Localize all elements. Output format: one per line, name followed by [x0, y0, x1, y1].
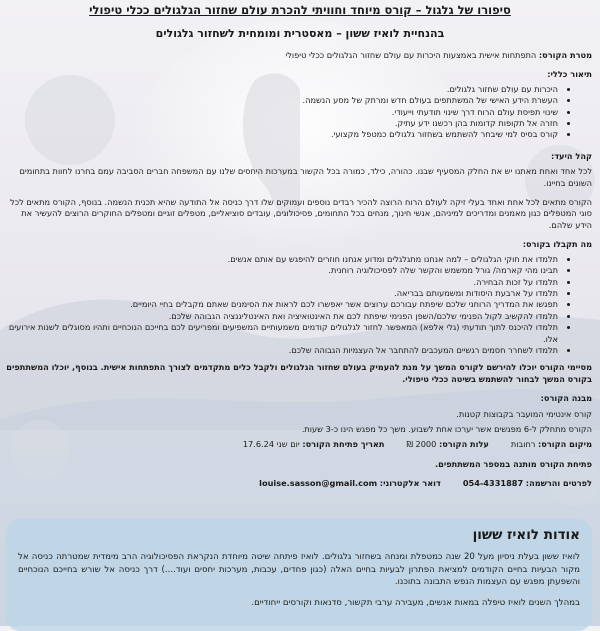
list-item: • תלמדו את חוקי הגלגולים – למה אנחנו מתגלגלים ומדוע אנחנו חוזרים להיפגש עם אותם אנשים. — [6, 254, 558, 265]
list-item: • תלמדו על ארבעת היסודות ומשמעותם בבריאה. — [6, 288, 558, 299]
list-item: • תלמדו להקשיב לקול הפנימי שלכם/השפן הפנימי שיפתח לכם את האינטואיציה ואת האינטליגנציה הגבוהה שלכם. — [6, 311, 558, 322]
email-detail — [259, 478, 441, 489]
about-heading: אודות לואיז ששון — [472, 527, 580, 543]
cost-detail — [406, 439, 488, 450]
outcomes-heading: מה תקבלו בקורס: — [522, 239, 592, 250]
list-item: • תלמדו לשחרר חסמים רגשיים המעכבים להתחבר אל העצמיות הגבוהה שלכם. — [6, 345, 558, 356]
list-item: • חזרה אל תקופות קדומות בהן רכשנו ידע עתיק. — [6, 118, 558, 129]
structure-heading: מבנה הקורס: — [540, 393, 592, 404]
course-goal-label: מטרת הקורס: — [538, 50, 592, 60]
description-heading: תיאור כללי: — [547, 69, 592, 80]
list-item: • תבינו מהי קארמה/ גורל ממשמש והקשר שלה לפסיכולוגיה רוחנית. — [6, 265, 558, 276]
about-panel — [6, 519, 592, 631]
description-list — [6, 84, 592, 141]
structure-line: הקורס מתחלק ל-6 מפגשים אשר יערכו אחת לשבוע. משך כל מפגש הינו כ-3 שעות. — [301, 423, 592, 434]
page-title: סיפורו של גלגול – קורס מיוחד וחוויתי להכרת עולם שחזור הגלגולים ככלי טיפולי — [89, 3, 511, 17]
contact-label: לפרטים והרשמה: — [525, 478, 592, 489]
email-link[interactable]: louise.sasson@gmail.com — [259, 478, 378, 489]
location-detail — [511, 439, 592, 450]
location-label: מיקום הקורס: — [538, 439, 592, 450]
cost-label: עלות הקורס: — [438, 439, 489, 450]
course-details — [6, 439, 592, 450]
list-item: • תפגשו את המדריך הרוחני שלכם שיפתח עבורכם ערוצים אשר יאפשרו לכם לראות את הסימנים שאתם מקבלים בחיי היומיים. — [6, 299, 558, 310]
course-content — [6, 50, 592, 490]
course-goal — [6, 50, 592, 61]
audience-paragraph: הקורס מתאים לכל אחת ואחד בעלי זיקה לעולם הרוח הרוצה להכיר רבדים נוספים ועמוקים שלו דרך כניסה אל התודעה שהיא תכנית הנשמה. בנוסף, הקורס מתאים לכל סוגי המטפלים כגון מאמנים ומדריכים למיניהם, אנשי חינוך, מנחים בכל התחומים, פסיכולוגים, עובדים סוציאליים, מטפלים זוגיים ומטפלים החוקרים הרוצים להעשיר את הידע שלהם. — [10, 197, 592, 230]
course-goal-text: התפתחות אישית באמצעות היכרות עם עולם שחזור הגלגולים ככלי טיפולי — [285, 50, 537, 60]
completion-note: מסיימי הקורס יוכלו להירשם לקורס המשך על מנת להעמיק בעולם שחזור הגלגולים ולקבל כלים מתקדמים לצורך התפתחות אישית. בנוסף, יוכלו המשתתפים בקורס המשך לבחור להשתמש בשיטה ככלי טיפולי. — [6, 362, 592, 384]
list-item: • היכרות עם עולם שחזור גלגולים. — [6, 84, 558, 95]
outcomes-list — [6, 254, 592, 357]
structure-line: קורס אינטימי המועבר בקבוצות קטנות. — [456, 408, 592, 419]
list-item: • תלמדו להיכנס לתוך תודעתי (גלי אלפא) המאפשר לחזור לגלגולים קודמים משמעותיים המשפיעים ומפריעים לכם בחייכם הנוכחיים ותהיו מסוגלים לשנות אירועים אלו. — [6, 322, 558, 345]
page-subtitle: בהנחיית לואיז ששון – מאסטרית ומומחית לשחזור גלגולים — [155, 27, 445, 40]
cost-value: 2000 ₪ — [406, 439, 437, 450]
audience-heading: קהל היעד: — [550, 150, 592, 161]
date-label: תאריך פתיחת הקורס: — [302, 439, 385, 450]
contact-details — [6, 478, 592, 489]
about-paragraph: במהלך השנים לואיז טיפלה במאות אנשים, מעבירה ערבי תקשור, סדנאות וקורסים ייחודיים. — [251, 597, 580, 608]
date-detail — [243, 439, 385, 450]
audience-paragraph: לכל אחד ואחת מאתנו יש את החלק המסעיף שבנו. כהורה, כילד, כמורה בכל הקשור במערכות היחסים שלנו עם המשפחה חברים הסביבה עמם בחרנו לחוות בתחומים השונים בחיינו. — [19, 166, 592, 188]
phone-value[interactable]: 054-4331887 — [462, 478, 524, 489]
list-item: • תלמדו על זכות הבחירה. — [6, 277, 558, 288]
list-item: • שינוי תפיסת עולם הרוח דרך שינוי תודעתי וייעודי. — [6, 107, 558, 118]
list-item: • העשרת הידע האישי של המשתתפים בעולם חדש ומרתק של מסע הנשמה. — [6, 95, 558, 106]
list-item: • קורס בסיס למי שיבחר להשתמש בשחזור גלגולים כמטפל מקצועי. — [6, 129, 558, 140]
opening-note: פתיחת הקורס מותנה במספר המשתתפים. — [435, 458, 592, 469]
phone-detail — [463, 478, 592, 489]
location-value: רחובות — [510, 439, 536, 450]
about-paragraph: לואיז ששון בעלת ניסיון מעל 20 שנה כמטפלת ומנחה בשחזור גלגולים. לואיז פיתחה שיטה מיוחדת הנקראת הפסיכולוגיה הרב מימדית שמטרתה כניסה אל מקור הבעיות בחיים הקודמים למציאת הפתרון לבעיות בחיים האלה (כגון פחדים, עכבות, מערכות יחסים ועוד....) דרך כניסה אל שורש בחייכם הנוכחיים והשפעתן מפגש עם העצמות הנפש התבונה בתוכנו. — [18, 552, 580, 588]
email-label: דואר אלקטרוני: — [379, 478, 441, 489]
date-value: יום שני 17.6.24 — [242, 439, 300, 450]
